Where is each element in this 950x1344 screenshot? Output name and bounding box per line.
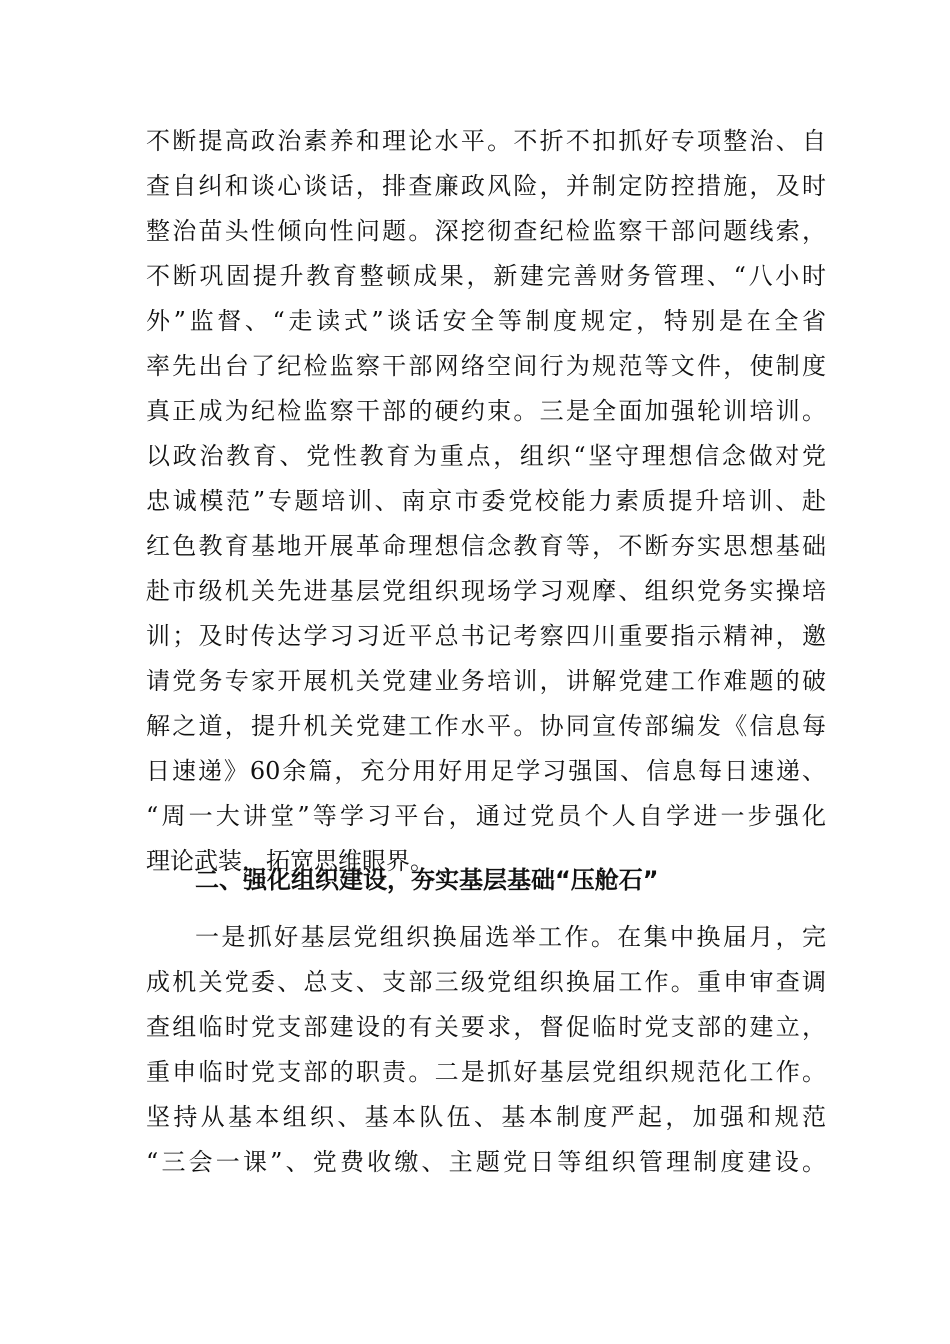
text-line: 日速递》60余篇，充分用好用足学习强国、信息每日速递、 [146,757,826,785]
text-line: 不断提高政治素养和理论水平。不折不扣抓好专项整治、自 [146,127,826,155]
text-line: 解之道，提升机关党建工作水平。协同宣传部编发《信息每 [146,712,826,740]
text-line: 外”监督、“走读式”谈话安全等制度规定，特别是在全省 [146,307,826,335]
text-line: 重申临时党支部的职责。二是抓好基层党组织规范化工作。 [146,1058,826,1086]
text-line: 以政治教育、党性教育为重点，组织“坚守理想信念做对党 [146,442,826,470]
text-line: 红色教育基地开展革命理想信念教育等，不断夯实思想基础 [146,532,826,560]
text-line: “周一大讲堂”等学习平台，通过党员个人自学进一步强化 [146,802,826,830]
text-line: 率先出台了纪检监察干部网络空间行为规范等文件，使制度 [146,352,826,380]
text-line: 整治苗头性倾向性问题。深挖彻查纪检监察干部问题线索， [146,217,826,245]
text-line: 查组临时党支部建设的有关要求，督促临时党支部的建立， [146,1013,826,1041]
text-line: 成机关党委、总支、支部三级党组织换届工作。重申审查调 [146,968,826,996]
text-line: 训；及时传达学习习近平总书记考察四川重要指示精神，邀 [146,622,826,650]
text-line: 理论武装，拓宽思维眼界。 [146,847,434,875]
text-line: 一是抓好基层党组织换届选举工作。在集中换届月，完 [195,923,826,951]
text-line: 坚持从基本组织、基本队伍、基本制度严起，加强和规范 [146,1103,826,1131]
text-line: 忠诚模范”专题培训、南京市委党校能力素质提升培训、赴 [146,487,826,515]
text-line: 请党务专家开展机关党建业务培训，讲解党建工作难题的破 [146,667,826,695]
text-line: 真正成为纪检监察干部的硬约束。三是全面加强轮训培训。 [146,397,826,425]
text-line: “三会一课”、党费收缴、主题党日等组织管理制度建设。 [146,1148,826,1176]
text-line: 赴市级机关先进基层党组织现场学习观摩、组织党务实操培 [146,577,826,605]
text-line: 查自纠和谈心谈话，排查廉政风险，并制定防控措施，及时 [146,172,826,200]
text-line: 不断巩固提升教育整顿成果，新建完善财务管理、“八小时 [146,262,826,290]
section-heading: 二、强化组织建设，夯实基层基础“压舱石” [195,866,659,894]
